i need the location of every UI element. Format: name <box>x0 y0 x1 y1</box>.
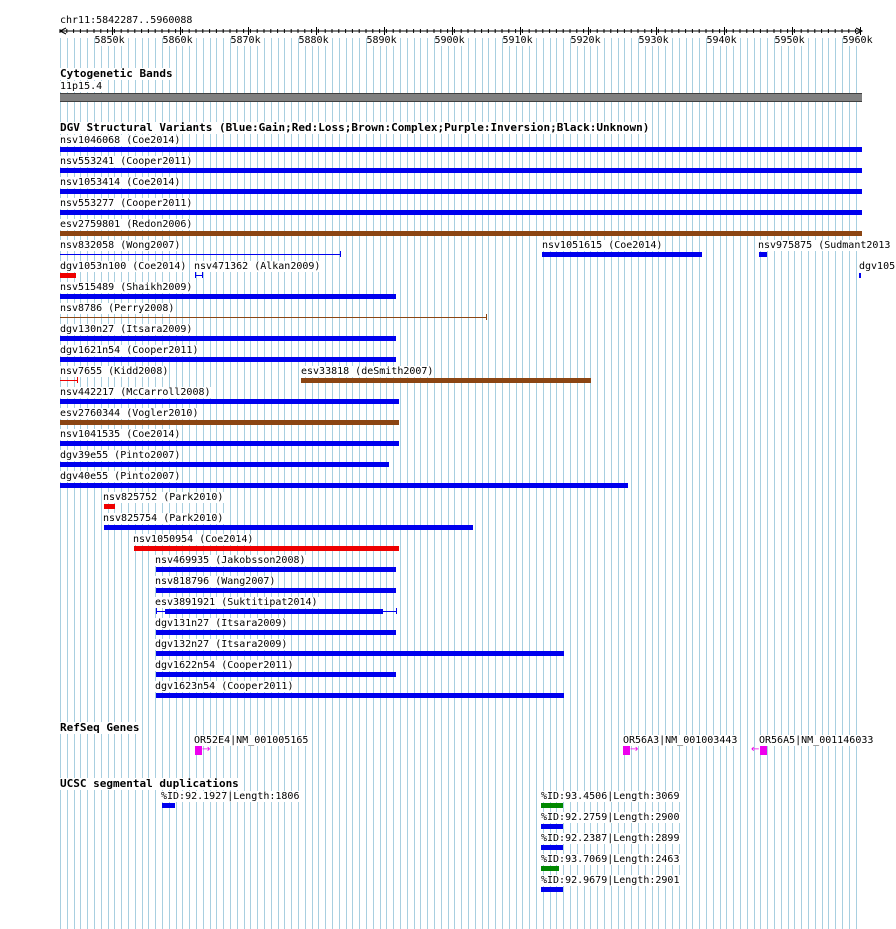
dgv-feature-label[interactable]: dgv1053n100 (Coe2014) <box>60 261 187 272</box>
segdup-label[interactable]: %ID:92.9679|Length:2901 <box>541 875 680 886</box>
dgv-feature-label[interactable]: dgv131n27 (Itsara2009) <box>155 618 288 629</box>
dgv-feature-bar[interactable] <box>301 378 591 383</box>
dgv-feature-label[interactable]: esv3891921 (Suktitipat2014) <box>155 597 318 608</box>
dgv-feature-label[interactable]: dgv1623n54 (Cooper2011) <box>155 681 294 692</box>
dgv-feature-label[interactable]: nsv515489 (Shaikh2009) <box>60 282 193 293</box>
ruler-tick-label: 5880k <box>298 35 329 46</box>
refseq-gene-label[interactable]: OR52E4|NM_001005165 <box>194 735 309 746</box>
dgv-feature-label[interactable]: nsv825752 (Park2010) <box>103 492 224 503</box>
dgv-track-title[interactable]: DGV Structural Variants (Blue:Gain;Red:Loss;Brown:Complex;Purple:Inversion;Black:Unknown) <box>60 121 650 134</box>
dgv-feature-bar[interactable] <box>60 441 399 446</box>
dgv-feature-bar[interactable] <box>60 273 76 278</box>
dgv-feature-label[interactable]: nsv1041535 (Coe2014) <box>60 429 181 440</box>
ruler-tick-label: 5910k <box>502 35 533 46</box>
strand-arrow-right-icon: → <box>630 744 639 755</box>
dgv-feature-label[interactable]: dgv1621n54 (Cooper2011) <box>60 345 199 356</box>
dgv-feature-bar[interactable] <box>60 189 862 194</box>
dgv-feature-label[interactable]: nsv975875 (Sudmant2013 <box>758 240 891 251</box>
dgv-feature-bar[interactable] <box>104 525 473 530</box>
dgv-feature-label[interactable]: nsv825754 (Park2010) <box>103 513 224 524</box>
dgv-feature-label[interactable]: nsv818796 (Wang2007) <box>155 576 276 587</box>
ruler-tick-label: 5920k <box>570 35 601 46</box>
ruler-tick-label: 5950k <box>774 35 805 46</box>
segdup-bar[interactable] <box>541 845 563 850</box>
dgv-feature-bar[interactable] <box>60 399 399 404</box>
segdup-bar[interactable] <box>162 803 175 808</box>
segdup-label[interactable]: %ID:92.2387|Length:2899 <box>541 833 680 844</box>
dgv-feature-bar[interactable] <box>60 336 396 341</box>
dgv-feature-bar[interactable] <box>60 231 862 236</box>
dgv-feature-bar[interactable] <box>156 588 396 593</box>
ruler-tick-label: 5930k <box>638 35 669 46</box>
dgv-feature-label[interactable]: nsv1046068 (Coe2014) <box>60 135 181 146</box>
dgv-feature-label[interactable]: nsv1053414 (Coe2014) <box>60 177 181 188</box>
dgv-feature-label[interactable]: dgv1622n54 (Cooper2011) <box>155 660 294 671</box>
segdup-label[interactable]: %ID:93.7069|Length:2463 <box>541 854 680 865</box>
segdup-track-title[interactable]: UCSC segmental duplications <box>60 777 239 790</box>
dgv-feature-end <box>156 608 157 614</box>
dgv-feature-bar[interactable] <box>156 567 396 572</box>
segdup-bar[interactable] <box>541 887 563 892</box>
dgv-feature-end <box>486 314 487 320</box>
strand-arrow-left-icon: ← <box>751 744 760 755</box>
segdup-label[interactable]: %ID:92.1927|Length:1806 <box>161 791 300 802</box>
dgv-feature-bar[interactable] <box>60 317 487 318</box>
dgv-feature-bar[interactable] <box>60 210 862 215</box>
dgv-feature-label[interactable]: dgv105 <box>859 261 896 272</box>
dgv-feature-label[interactable]: nsv442217 (McCarroll2008) <box>60 387 211 398</box>
segdup-label[interactable]: %ID:93.4506|Length:3069 <box>541 791 680 802</box>
refseq-gene-label[interactable]: OR56A5|NM_001146033 <box>759 735 874 746</box>
dgv-feature-label[interactable]: esv2760344 (Vogler2010) <box>60 408 199 419</box>
dgv-feature-label[interactable]: nsv553241 (Cooper2011) <box>60 156 193 167</box>
cytoband-bar[interactable] <box>60 93 862 102</box>
dgv-feature-label[interactable]: nsv469935 (Jakobsson2008) <box>155 555 306 566</box>
ruler-tick-label: 5940k <box>706 35 737 46</box>
dgv-feature-label[interactable]: nsv8786 (Perry2008) <box>60 303 175 314</box>
dgv-feature-end <box>396 608 397 614</box>
dgv-feature-bar[interactable] <box>859 273 861 278</box>
dgv-feature-bar[interactable] <box>60 168 862 173</box>
dgv-feature-label[interactable]: dgv132n27 (Itsara2009) <box>155 639 288 650</box>
segdup-bar[interactable] <box>541 866 559 871</box>
dgv-feature-bar[interactable] <box>156 672 396 677</box>
dgv-feature-label[interactable]: nsv832058 (Wong2007) <box>60 240 181 251</box>
dgv-feature-bar[interactable] <box>759 252 767 257</box>
dgv-feature-label[interactable]: nsv1050954 (Coe2014) <box>133 534 254 545</box>
dgv-feature-label[interactable]: esv33818 (deSmith2007) <box>301 366 434 377</box>
segdup-bar[interactable] <box>541 803 563 808</box>
refseq-gene-bar[interactable] <box>195 746 202 755</box>
dgv-feature-end <box>195 272 196 278</box>
dgv-feature-bar[interactable] <box>156 630 396 635</box>
dgv-feature-end <box>340 251 341 257</box>
segdup-label[interactable]: %ID:92.2759|Length:2900 <box>541 812 680 823</box>
refseq-gene-label[interactable]: OR56A3|NM_001003443 <box>623 735 738 746</box>
dgv-feature-label[interactable]: nsv553277 (Cooper2011) <box>60 198 193 209</box>
dgv-feature-bar[interactable] <box>156 651 564 656</box>
dgv-feature-end <box>202 272 203 278</box>
dgv-feature-block <box>165 609 383 614</box>
dgv-feature-bar[interactable] <box>60 462 389 467</box>
ruler-tick-label: 5860k <box>162 35 193 46</box>
dgv-feature-label[interactable]: nsv471362 (Alkan2009) <box>194 261 321 272</box>
dgv-feature-bar[interactable] <box>60 380 78 381</box>
segdup-bar[interactable] <box>541 824 563 829</box>
dgv-feature-bar[interactable] <box>60 420 399 425</box>
dgv-feature-label[interactable]: nsv7655 (Kidd2008) <box>60 366 169 377</box>
dgv-feature-label[interactable]: dgv130n27 (Itsara2009) <box>60 324 193 335</box>
refseq-gene-bar[interactable] <box>623 746 630 755</box>
dgv-feature-bar[interactable] <box>60 483 628 488</box>
dgv-feature-bar[interactable] <box>542 252 702 257</box>
dgv-feature-bar[interactable] <box>60 357 396 362</box>
dgv-feature-bar[interactable] <box>104 504 115 509</box>
cytoband-label: 11p15.4 <box>60 81 103 92</box>
dgv-feature-label[interactable]: dgv39e55 (Pinto2007) <box>60 450 181 461</box>
ruler-tick-label: 5850k <box>94 35 125 46</box>
ruler-tick-label: 5900k <box>434 35 465 46</box>
refseq-track-title[interactable]: RefSeq Genes <box>60 721 140 734</box>
ruler-tick-label: 5890k <box>366 35 397 46</box>
dgv-feature-bar[interactable] <box>60 294 396 299</box>
dgv-feature-bar[interactable] <box>134 546 399 551</box>
dgv-feature-end <box>77 377 78 383</box>
dgv-feature-label[interactable]: nsv1051615 (Coe2014) <box>542 240 663 251</box>
refseq-gene-bar[interactable] <box>760 746 767 755</box>
dgv-feature-label[interactable]: dgv40e55 (Pinto2007) <box>60 471 181 482</box>
ruler-position: chr11:5842287..5960088 <box>60 15 193 26</box>
ruler-tick-label: 5870k <box>230 35 261 46</box>
dgv-feature-bar[interactable] <box>156 693 564 698</box>
cytoband-track-title[interactable]: Cytogenetic Bands <box>60 67 173 80</box>
ruler-tick-label: 5960k <box>842 35 873 46</box>
strand-arrow-right-icon: → <box>202 744 211 755</box>
dgv-feature-label[interactable]: esv2759801 (Redon2006) <box>60 219 193 230</box>
dgv-feature-bar[interactable] <box>60 254 340 255</box>
dgv-feature-bar[interactable] <box>60 147 862 152</box>
